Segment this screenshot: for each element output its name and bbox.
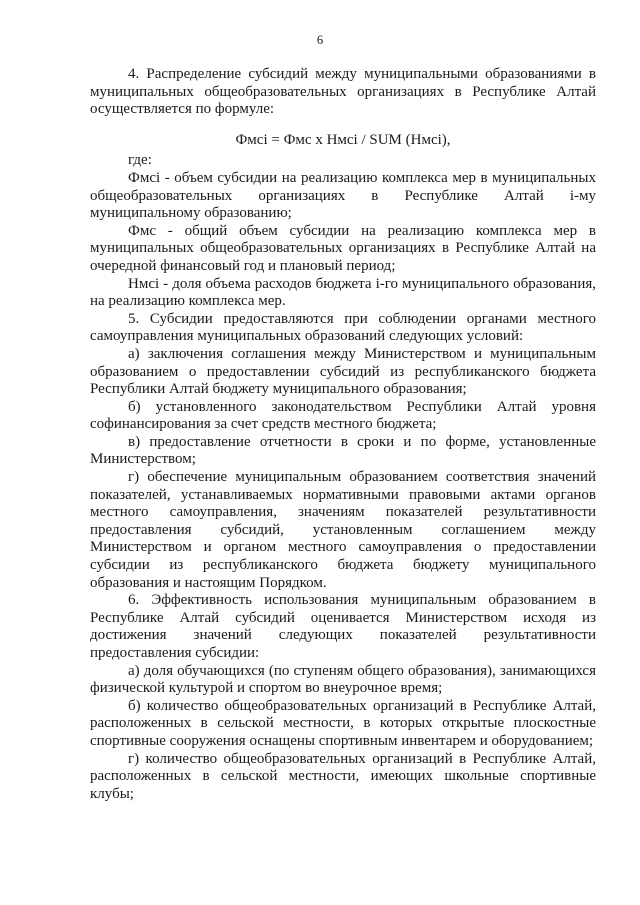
paragraph-4: 4. Распределение субсидий между муниципальными образованиями в муниципальных общеобразовательных организациях в Республике Алтай осуществляется по формуле: bbox=[90, 66, 596, 118]
paragraph-5v: в) предоставление отчетности в сроки и по форме, установленные Министерством; bbox=[90, 433, 596, 468]
page-number: 6 bbox=[316, 33, 324, 47]
paragraph-5a: а) заключения соглашения между Министерством и муниципальным образованием о предоставлении субсидий из республиканского бюджета Республики Алтай бюджету муниципального образования; bbox=[90, 345, 596, 398]
definition-nmsi: Нмсi - доля объема расходов бюджета i-го муниципального образования, на реализацию комплекса мер. bbox=[90, 275, 596, 310]
definition-fmsi: Фмсi - объем субсидии на реализацию комплекса мер в муниципальных общеобразовательных организациях в Республике Алтай i-му муниципальному образованию; bbox=[90, 169, 596, 222]
paragraph-6a: а) доля обучающихся (по ступеням общего образования), занимающихся физической культурой и спортом во внеурочное время; bbox=[90, 662, 596, 697]
paragraph-6: 6. Эффективность использования муниципальным образованием в Республике Алтай субсидий оценивается Министерством исходя из достижения значений следующих показателей результативности предоставления субсидии: bbox=[90, 592, 596, 661]
paragraph-6b: б) количество общеобразовательных организаций в Республике Алтай, расположенных в сельской местности, в которых открытые плоскостные спортивные сооружения оснащены спортивным инвентарем и оборудованием; bbox=[90, 697, 596, 749]
paragraph-5: 5. Субсидии предоставляются при соблюдении органами местного самоуправления муниципальных образований следующих условий: bbox=[90, 310, 596, 345]
paragraph-6g: г) количество общеобразовательных организаций в Республике Алтай, расположенных в сельской местности, имеющих школьные спортивные клубы; bbox=[90, 750, 596, 802]
paragraph-5g: г) обеспечение муниципальным образованием соответствия значений показателей, устанавливаемых нормативными правовыми актами органов местного самоуправления, значениям показателей результативности предоставления субсидий, установленным соглашением между Министерством и органом местного самоуправления о предоставлении субсидии из республиканского бюджета бюджету муниципального образования и настоящим Порядком. bbox=[90, 469, 596, 591]
paragraph-5b: б) установленного законодательством Республики Алтай уровня софинансирования за счет средств местного бюджета; bbox=[90, 398, 596, 433]
where-label: где: bbox=[128, 152, 152, 169]
document-body bbox=[90, 66, 596, 803]
definition-fms: Фмс - общий объем субсидии на реализацию комплекса мер в муниципальных общеобразовательных организациях в Республике Алтай на очередной финансовый год и плановый период; bbox=[90, 222, 596, 274]
formula: Фмсi = Фмс x Нмсi / SUM (Нмсi), bbox=[235, 131, 451, 148]
